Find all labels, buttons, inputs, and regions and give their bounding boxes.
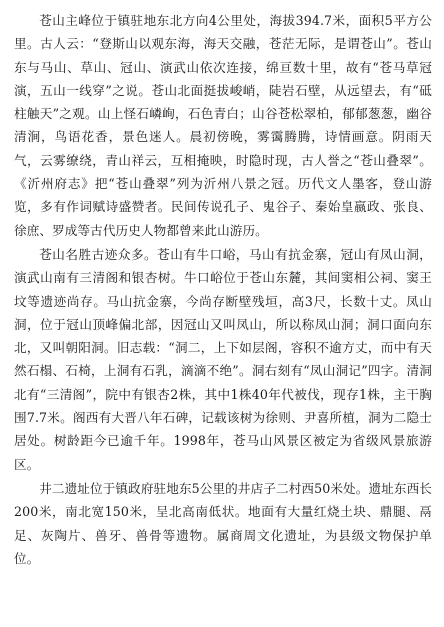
paragraph-jinger-ruins: 井二遗址位于镇政府驻地东5公里的井店子二村西50米处。遗址东西长200米，南北宽150米，呈北高南低状。地面有大量红烧土块、鼎腿、鬲足、灰陶片、兽牙、兽骨等遗物。属商周文化遗址，为县级文物保护单位。 (14, 480, 432, 566)
paragraph-scenic-sites: 苍山名胜古迹众多。苍山有牛口峪，马山有抗金寨，冠山有凤山洞，演武山南有三清阁和银杏树。牛口峪位于苍山东麓，其间窦相公祠、窦王坟等遗迹尚存。马山抗金寨，今尚存断壁残垣，高3尺，长数十丈。凤山洞，位于冠山顶峰偏北部，因冠山又叫凤山，所以称凤山洞；洞口面向东北，又叫朝阳洞。旧志载：“洞二，上下如层阁，容积不逾方丈，而中有天然石榻、石椅，上洞有石乳，滴滴不绝”。洞右刻有“凤山洞记”四字。清洞北有“三清阁”，院中有银杏2株，其中1株40年代被伐，现存1株，主干胸围7.7米。阁西有大晋八年石碑，记载该树为徐则、尹喜所植，洞为二隐士居处。树龄距今已逾千年。1998年，苍马山风景区被定为省级风景旅游区。 (14, 246, 432, 472)
paragraph-cangshan-peak: 苍山主峰位于镇驻地东北方向4公里处，海拔394.7米，面积5平方公里。古人云：“登斯山以观东海，海天交融，苍茫无际，是谓苍山”。苍山东与马山、草山、冠山、演武山依次连接，绵亘数十里，故有“苍马草冠演，五山一线穿”之说。苍山北面挺拔峻峭，陡岩石壁，从远望去，有“砥柱触天”之观。山上怪石嶙峋，石色青白；山谷苍松翠柏，郁郁葱葱，幽谷清涧，鸟语花香，景色迷人。晨初傍晚，雾霭腾腾，诗情画意。阴雨天气，云雾缭绕，青山祥云，互相掩映，时隐时现，古人誉之“苍山叠翠”。《沂州府志》把“苍山叠翠”列为沂州八景之冠。历代文人墨客，登山游览，多有作词赋诗盛赞者。民间传说孔子、鬼谷子、秦始皇嬴政、张良、徐庶、罗成等古代历史人物都曾来此山游历。 (14, 13, 432, 238)
